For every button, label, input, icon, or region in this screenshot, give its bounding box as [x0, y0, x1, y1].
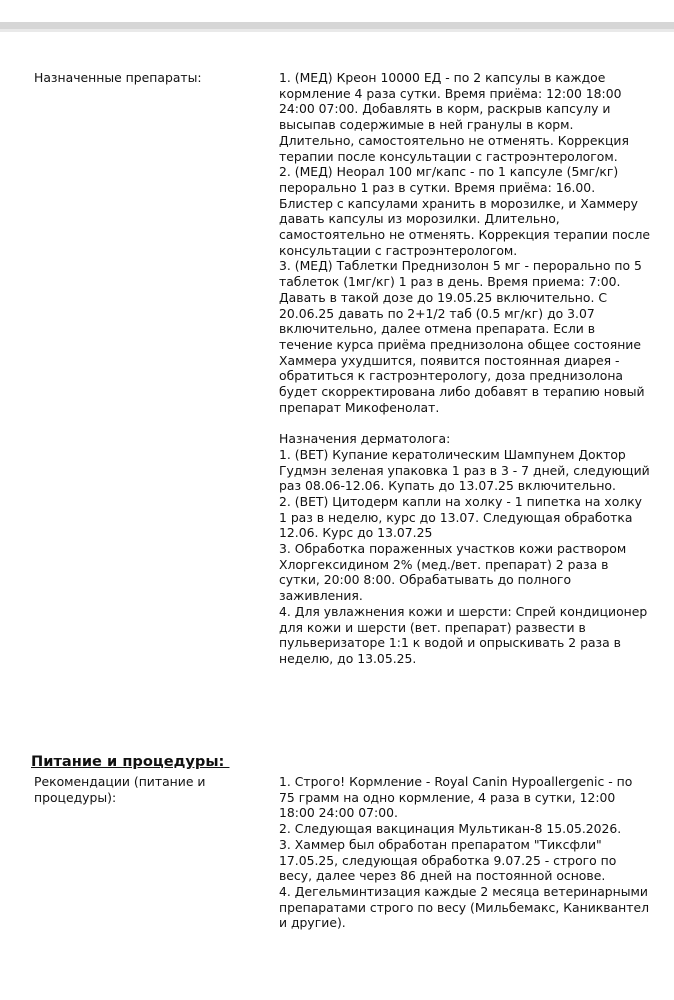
- derm-item: 1. (ВЕТ) Купание кератолическим Шампунем Доктор Гудмэн зеленая упаковка 1 раз в 3 - 7 дней, следующий раз 08.06-12.06. Купать до 13.07.25 включительно.: [279, 446, 654, 494]
- derm-item: 3. Обработка пораженных участков кожи раствором Хлоргексидином 2% (мед./вет. препарат) 2 раза в сутки, 20:00 8:00. Обрабатывать до полного заживления.: [279, 541, 631, 604]
- prescription-item: 3. (МЕД) Таблетки Преднизолон 5 мг - перорально по 5 таблеток (1мг/кг) 1 раз в день. Время приема: 7:00. Давать в такой дозе до 19.05.25 включительно. С 20.06.25 давать по 2+1/2 таб (0.5 мг/кг) до 3.07 включительно, далее отмена препарата. Если в течение курса приёма преднизолона общее состояние Хаммера ухудшится, появится постоянная диарея - обратиться к гастроэнтерологу, доза преднизолона будет скорректирована либо добавят в терапию новый препарат Микофенолат.: [279, 258, 649, 415]
- prescription-item: 2. (МЕД) Неорал 100 мг/капс - по 1 капсуле (5мг/кг) перорально 1 раз в сутки. Время приёма: 16.00. Блистер с капсулами хранить в морозилке, и Хаммеру давать капсулы из морозилки. Длительно, самостоятельно не отменять. Коррекция терапии после консультации с гастроэнтерологом.: [279, 164, 654, 258]
- section-heading-nutrition: Питание и процедуры:: [31, 753, 230, 770]
- recommendation-item: 1. Строго! Кормление - Royal Canin Hypoallergenic - по 75 грамм на одно кормление, 4 раза в сутки, 12:00 18:00 24:00 07:00.: [279, 774, 637, 821]
- nutrition-label: Рекомендации (питание и процедуры):: [34, 774, 206, 805]
- spacer: [279, 415, 651, 431]
- recommendation-item: 3. Хаммер был обработан препаратом "Тиксфли" 17.05.25, следующая обработка 9.07.25 - строго по весу, далее через 86 дней на постоянной основе.: [279, 836, 621, 884]
- prescription-item: 1. (МЕД) Креон 10000 ЕД - по 2 капсулы в каждое кормление 4 раза сутки. Время приёма: 12:00 18:00 24:00 07:00. Добавлять в корм, раскрыв капсулу и высыпав содержимые в ней гранулы в корм. Длительно, самостоятельно не отменять. Коррекция терапии после консультации с гастроэнтерологом.: [279, 70, 633, 164]
- derm-item: 4. Для увлажнения кожи и шерсти: Спрей кондиционер для кожи и шерсти (вет. препарат) развести в пульверизаторе 1:1 к водой и опрыскивать 2 раза в неделю, до 13.05.25.: [279, 603, 652, 666]
- top-divider: [0, 0, 674, 37]
- divider-strip: [0, 22, 674, 29]
- divider-strip-light: [0, 29, 674, 32]
- prescribed-list: [279, 70, 654, 667]
- prescribed-label: Назначенные препараты:: [34, 70, 202, 85]
- recommendation-item: 4. Дегельминтизация каждые 2 месяца ветеринарными препаратами строго по весу (Мильбемакс, Каниквантел и другие).: [279, 883, 653, 931]
- derm-item: 2. (ВЕТ) Цитодерм капли на холку - 1 пипетка на холку 1 раз в неделю, курс до 13.07. Следующая обработка 12.06. Курс до 13.07.25: [279, 493, 646, 541]
- nutrition-list: [279, 774, 651, 931]
- derm-title: Назначения дерматолога:: [279, 431, 451, 447]
- recommendation-item: 2. Следующая вакцинация Мультикан-8 15.05.2026.: [279, 821, 622, 837]
